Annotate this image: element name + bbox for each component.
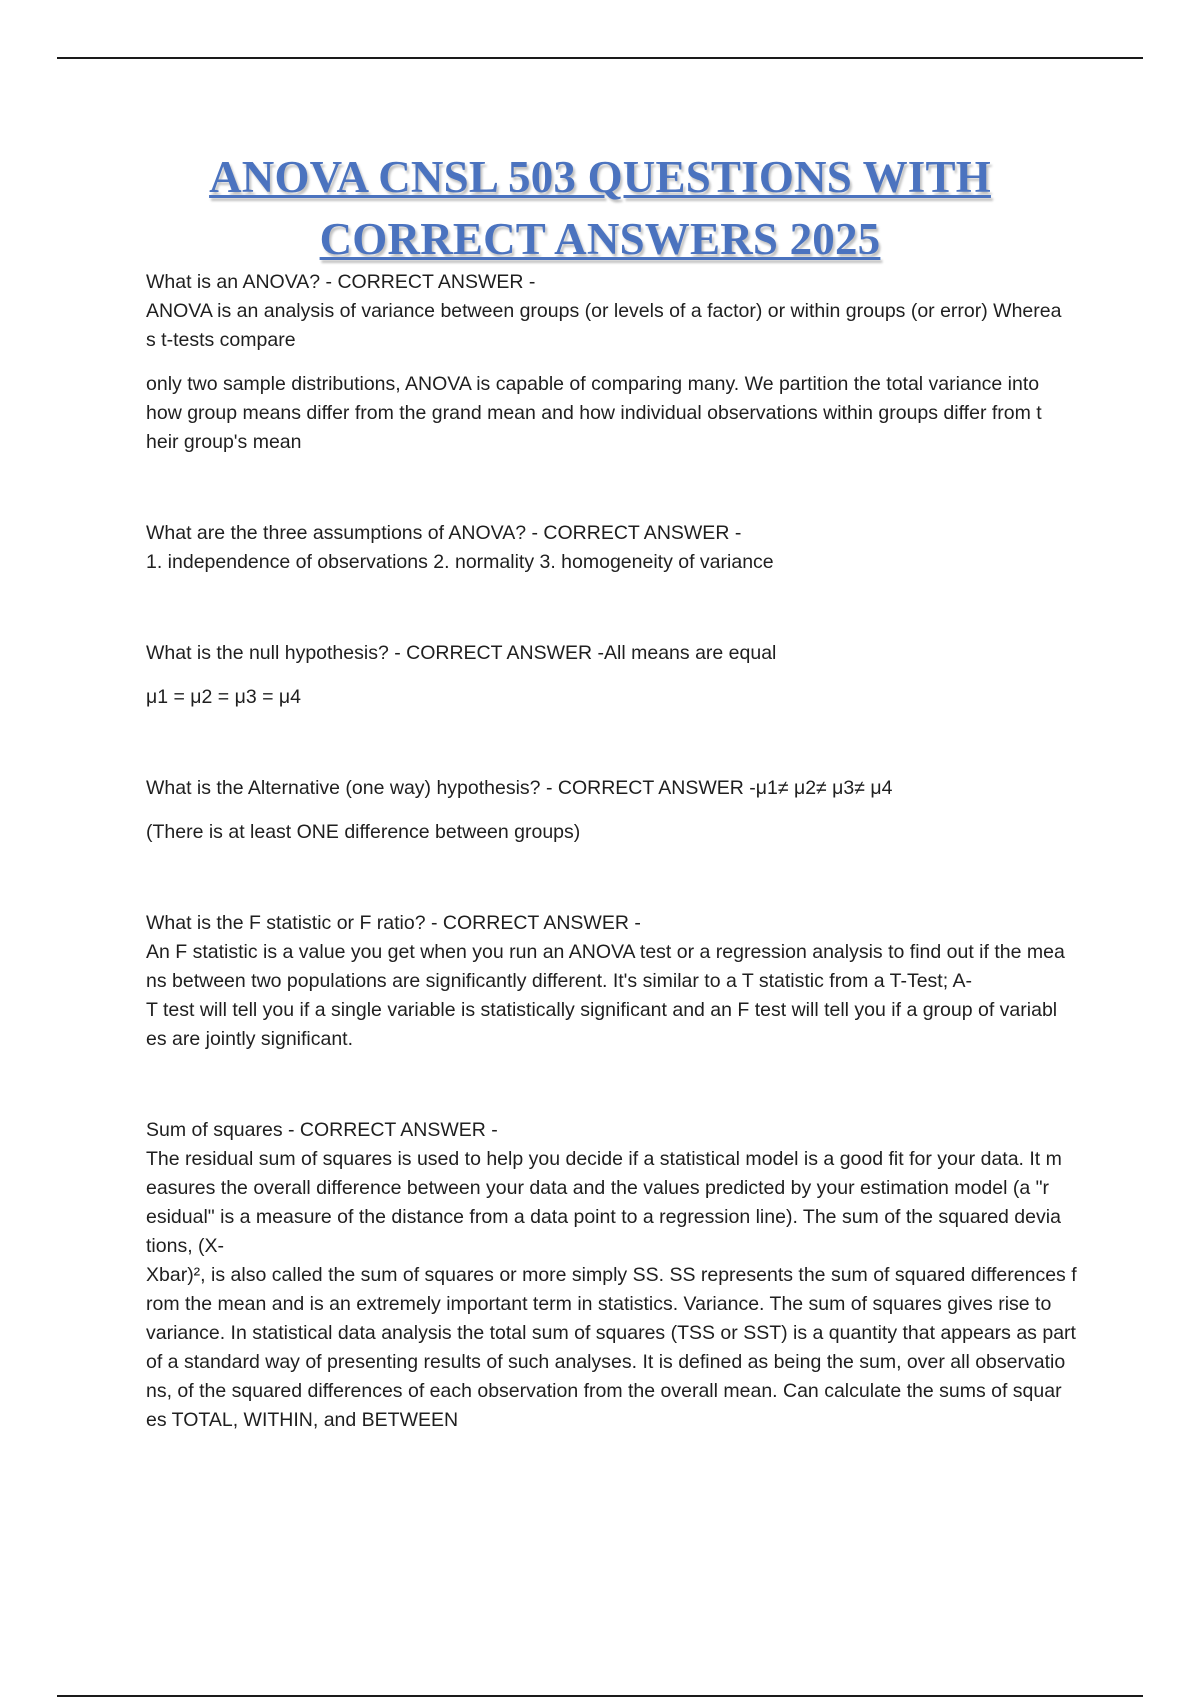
question: Sum of squares - CORRECT ANSWER -: [146, 1119, 498, 1141]
document-body: [146, 268, 1091, 1435]
question: What is an ANOVA? - CORRECT ANSWER -: [146, 271, 536, 293]
qa-item-alternative-hypothesis: [146, 774, 1091, 847]
answer-line: μ1 = μ2 = μ3 = μ4: [146, 686, 301, 708]
answer-line: esidual" is a measure of the distance from a data point to a regression line). The sum of the squared devia: [146, 1206, 1061, 1228]
answer-line: T test will tell you if a single variable is statistically significant and an F test will tell you if a group of variabl: [146, 999, 1058, 1021]
document-title: [100, 146, 1100, 270]
answer-line: tions, (X-: [146, 1235, 225, 1257]
answer-line: ns, of the squared differences of each observation from the overall mean. Can calculate the sums of squar: [146, 1380, 1062, 1402]
title-line-2: CORRECT ANSWERS 2025: [319, 214, 881, 264]
answer-line: how group means differ from the grand mean and how individual observations within groups differ from t: [146, 402, 1042, 424]
qa-item-anova: [146, 268, 1091, 457]
question: What is the null hypothesis? - CORRECT ANSWER -All means are equal: [146, 642, 777, 664]
answer-line: ANOVA is an analysis of variance between groups (or levels of a factor) or within groups (or error) Wherea: [146, 300, 1062, 322]
answer-line: Xbar)², is also called the sum of squares or more simply SS. SS represents the sum of squared differences f: [146, 1264, 1077, 1286]
qa-item-f-statistic: [146, 909, 1091, 1054]
question: What is the Alternative (one way) hypothesis? - CORRECT ANSWER -μ1≠ μ2≠ μ3≠ μ4: [146, 777, 893, 799]
question: What are the three assumptions of ANOVA? - CORRECT ANSWER -: [146, 522, 742, 544]
answer-line: es TOTAL, WITHIN, and BETWEEN: [146, 1409, 459, 1431]
answer-line: An F statistic is a value you get when you run an ANOVA test or a regression analysis to find out if the mea: [146, 941, 1065, 963]
qa-item-null-hypothesis: [146, 639, 1091, 712]
footer-rule: [57, 1695, 1143, 1697]
answer-line: s t-tests compare: [146, 329, 296, 351]
answer-line: (There is at least ONE difference between groups): [146, 821, 581, 843]
answer-line: rom the mean and is an extremely important term in statistics. Variance. The sum of squares gives rise to: [146, 1293, 1052, 1315]
answer-line: easures the overall difference between your data and the values predicted by your estimation model (a "r: [146, 1177, 1049, 1199]
answer-line: 1. independence of observations 2. normality 3. homogeneity of variance: [146, 551, 774, 573]
question: What is the F statistic or F ratio? - CORRECT ANSWER -: [146, 912, 641, 934]
answer-line: ns between two populations are significantly different. It's similar to a T statistic from a T-Test; A-: [146, 970, 972, 992]
qa-item-sum-of-squares: [146, 1116, 1091, 1435]
qa-item-assumptions: [146, 519, 1091, 577]
title-line-1: ANOVA CNSL 503 QUESTIONS WITH: [209, 152, 991, 202]
header-rule: [57, 57, 1143, 59]
answer-line: only two sample distributions, ANOVA is capable of comparing many. We partition the total variance into: [146, 373, 1040, 395]
answer-line: of a standard way of presenting results of such analyses. It is defined as being the sum, over all observatio: [146, 1351, 1066, 1373]
answer-line: variance. In statistical data analysis the total sum of squares (TSS or SST) is a quantity that appears as part: [146, 1322, 1076, 1344]
answer-line: heir group's mean: [146, 431, 302, 453]
answer-line: es are jointly significant.: [146, 1028, 354, 1050]
answer-line: The residual sum of squares is used to help you decide if a statistical model is a good fit for your data. It m: [146, 1148, 1062, 1170]
